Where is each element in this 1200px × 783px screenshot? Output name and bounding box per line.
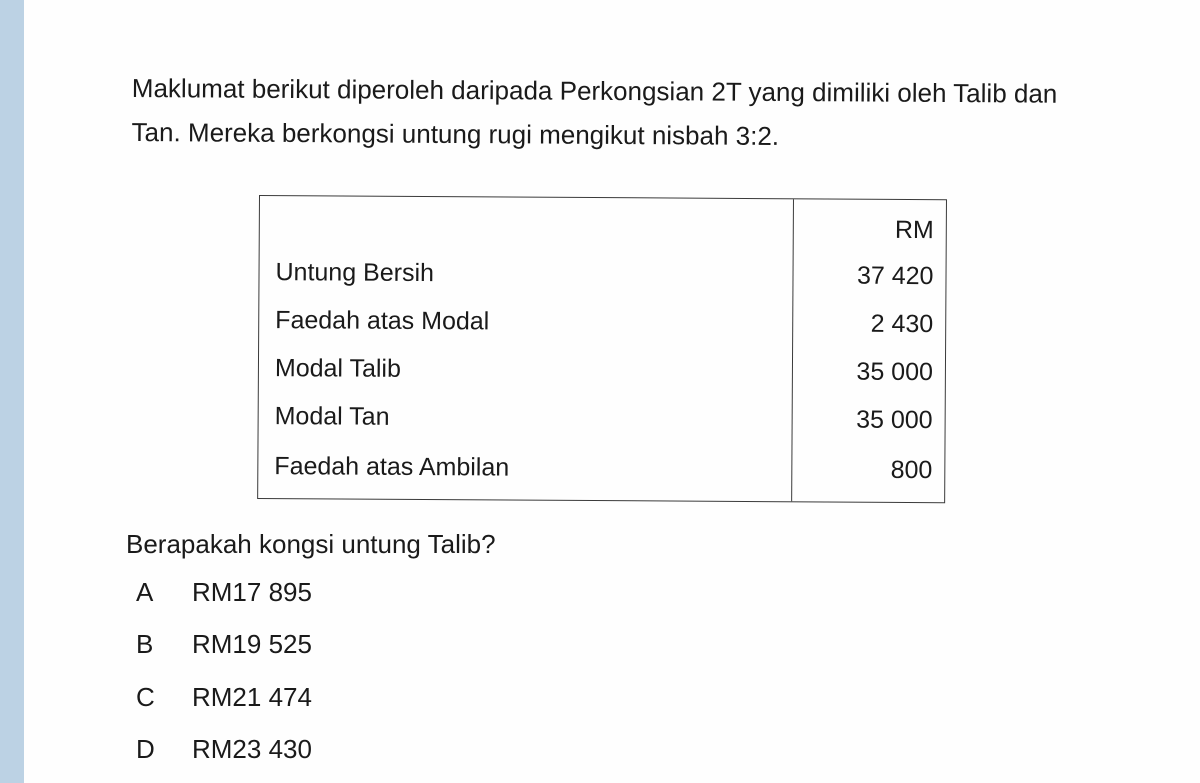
row-value: 35 000 xyxy=(856,405,933,435)
intro-line-1: Maklumat berikut diperoleh daripada Perkongsian 2T yang dimiliki oleh Talib dan xyxy=(131,72,1058,109)
row-label: Faedah atas Modal xyxy=(275,306,490,336)
option-letter: A xyxy=(136,577,154,607)
option-text: RM23 430 xyxy=(192,734,312,764)
row-label: Modal Tan xyxy=(274,402,390,431)
currency-header: RM xyxy=(894,215,934,245)
row-value: 2 430 xyxy=(870,309,934,339)
row-value: 35 000 xyxy=(856,357,934,387)
data-table xyxy=(257,195,947,503)
left-margin-bar xyxy=(0,0,24,783)
option-b[interactable] xyxy=(136,624,436,664)
option-letter: C xyxy=(136,682,155,712)
option-text: RM19 525 xyxy=(192,629,312,659)
table-row xyxy=(258,442,944,494)
option-letter: D xyxy=(136,734,155,764)
option-d[interactable] xyxy=(136,729,436,769)
option-text: RM17 895 xyxy=(192,577,312,607)
option-text: RM21 474 xyxy=(192,682,312,712)
option-a[interactable] xyxy=(136,572,436,612)
question-text: Berapakah kongsi untung Talib? xyxy=(126,529,496,559)
intro-paragraph xyxy=(131,66,1142,160)
row-value: 37 420 xyxy=(856,261,934,291)
table-row xyxy=(259,296,945,348)
option-c[interactable] xyxy=(136,677,436,717)
option-letter: B xyxy=(136,629,154,659)
row-label: Untung Bersih xyxy=(275,258,435,288)
row-label: Faedah atas Ambilan xyxy=(274,452,510,482)
row-value: 800 xyxy=(890,455,933,485)
table-row xyxy=(259,344,945,396)
table-row xyxy=(259,392,945,444)
table-header-row xyxy=(260,202,946,254)
row-label: Modal Talib xyxy=(274,354,402,383)
intro-line-2: Tan. Mereka berkongsi untung rugi mengikut nisbah 3:2. xyxy=(131,116,780,151)
table-row xyxy=(259,248,945,300)
